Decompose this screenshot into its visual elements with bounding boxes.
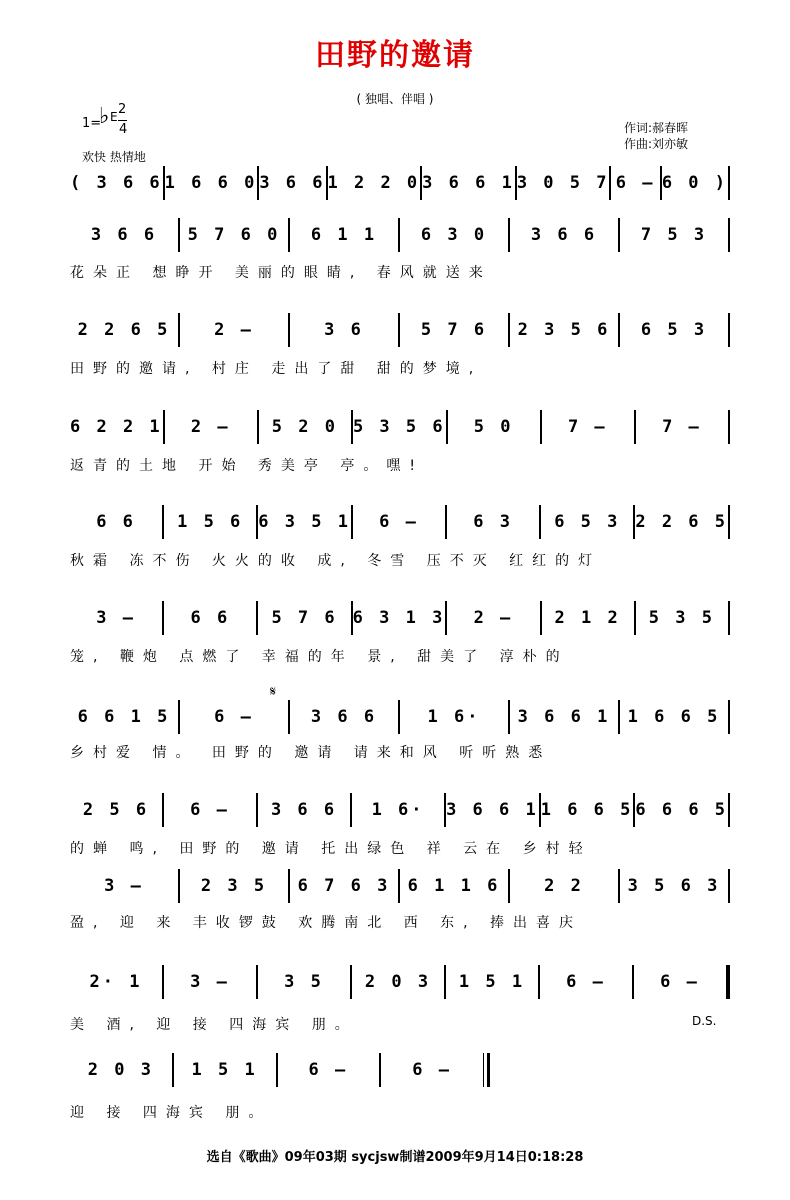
measure: 3 6 6 [530,225,598,245]
measure: 2 – [190,417,231,437]
key-letter: E [110,110,118,124]
score-row [70,407,730,447]
key-prefix: 1= [82,116,102,131]
segno-icon: 𝄋 [270,684,277,700]
measure: 6 3 1 3 [352,608,446,628]
measure: 1 6 6 0 [164,173,258,193]
measure: 3 0 5 7 [516,173,610,193]
measure-line [70,1050,490,1090]
measure: 6 – [615,173,656,193]
measure: 6 5 3 [554,512,621,532]
barline [728,410,730,444]
lyrics-line: 盈, 迎 来 丰收锣鼓 欢腾南北 西 东, 捧出喜庆 [70,915,583,931]
score-row [70,790,730,830]
measure: 2 0 3 [364,972,432,992]
measure-line [70,310,730,350]
measure: 6 7 6 3 [297,876,391,896]
barline [483,1053,490,1087]
measure: 6 – [660,972,700,992]
composer: 作曲:刘亦敏 [624,137,689,151]
measure: 3 6 6 1 [446,800,539,820]
score-row [70,962,730,1002]
measure: 3 5 6 3 [627,876,721,896]
measure-line [70,215,730,255]
measure: 6 – [190,800,230,820]
barline [728,218,730,252]
measure: 5 2 0 [271,417,338,437]
measure: 1 6 6 5 [540,800,634,820]
barline [728,505,730,539]
measure: 1 5 6 [177,512,244,532]
measure: 2 – [473,608,514,628]
lyrics-line: 美 酒, 迎 接 四海宾 朋。 [70,1017,358,1033]
measure: 2 2 6 5 [77,320,171,340]
measure: 6 3 [473,512,513,532]
measure: ( 3 6 6 [70,173,163,193]
lyrics-line: 乡村爱 情。 田野的 邀请 请来和风 听听熟悉 [70,745,552,761]
flat-icon: ♭ [99,104,110,129]
credits [624,120,688,152]
measure: 5 0 [473,417,514,437]
lyrics-line: 笼, 鞭炮 点燃了 幸福的年 景, 甜美了 淳朴的 [70,649,569,665]
measure: 5 3 5 [648,608,715,628]
measure: 1 2 2 0 [327,173,421,193]
measure: 3 – [190,972,230,992]
barline [728,313,730,347]
performance-note: ( 独唱、伴唱 ) [356,92,434,106]
measure: 3 6 6 [90,225,158,245]
measure: 2 2 6 5 [635,512,729,532]
measure: 3 – [96,608,136,628]
measure: 3 6 6 [270,800,338,820]
measure: 3 – [104,876,144,896]
barline [728,700,730,734]
measure-line [70,790,730,830]
measure: 3 6 6 [259,173,326,193]
measure-line [70,163,730,203]
dal-segno-mark: D.S. [692,1014,717,1028]
score-row [70,215,730,255]
lyrics-line: 迎 接 四海宾 朋。 [70,1105,272,1121]
measure: 1 6· [427,707,481,727]
score-row [70,502,730,542]
measure: 1 6· [371,800,425,820]
measure: 6 6 [96,512,136,532]
measure: 6 0 ) [661,173,728,193]
score-row [70,697,730,737]
lyrics-line: 秋霜 冻不伤 火火的收 成, 冬雪 压不灭 红红的灯 [70,553,602,569]
measure: 6 – [379,512,419,532]
measure: 3 6 [324,320,364,340]
measure: 2· 1 [89,972,143,992]
score-row [70,310,730,350]
measure: 1 5 1 [458,972,526,992]
measure: 6 5 3 [640,320,708,340]
measure: 6 – [308,1060,349,1080]
score-row [70,1050,490,1090]
measure-line [70,866,730,906]
lyrics-line: 田野的邀请, 村庄 走出了甜 甜的梦境, [70,361,483,377]
tempo-marking: 欢快 热情地 [82,150,146,164]
measure-line [70,407,730,447]
score-row [70,598,730,638]
measure: 5 7 6 [420,320,488,340]
measure: 2 5 6 [82,800,150,820]
barline [728,793,730,827]
measure-line [70,697,730,737]
measure: 2 0 3 [87,1060,154,1080]
measure: 5 7 6 [271,608,338,628]
measure-line [70,502,730,542]
measure: 3 6 6 [310,707,378,727]
measure-line [70,962,730,1002]
measure: 2 3 5 6 [517,320,611,340]
measure: 6 – [214,707,254,727]
measure: 3 6 6 1 [422,173,515,193]
measure: 6 6 6 5 [635,800,729,820]
measure: 6 3 5 1 [258,512,351,532]
measure: 2 – [214,320,254,340]
measure: 6 6 1 5 [77,707,171,727]
measure: 2 1 2 [554,608,621,628]
score-row [70,163,730,203]
measure: 1 6 6 5 [627,707,721,727]
measure: 6 1 1 [310,225,378,245]
score-row [70,866,730,906]
measure: 2 2 [544,876,584,896]
measure: 6 2 2 1 [70,417,163,437]
measure-line [70,598,730,638]
measure: 3 5 [284,972,324,992]
barline [728,601,730,635]
measure: 6 3 0 [420,225,488,245]
measure: 7 5 3 [640,225,708,245]
measure: 1 5 1 [191,1060,258,1080]
measure: 6 1 1 6 [407,876,501,896]
key-signature [82,104,142,144]
measure: 2 3 5 [200,876,268,896]
time-numerator: 2 [118,102,127,117]
lyrics-line: 的蝉 鸣, 田野的 邀请 托出绿色 祥 云在 乡村轻 [70,841,592,857]
measure: 6 – [566,972,606,992]
measure: 6 – [412,1060,452,1080]
source-footer: 选自《歌曲》09年03期 sycjsw制谱2009年9月14日0:18:28 [206,1150,584,1165]
time-denominator: 4 [119,122,128,137]
barline [728,166,730,200]
measure: 7 – [662,417,702,437]
measure: 5 7 6 0 [187,225,281,245]
measure: 3 6 6 1 [517,707,611,727]
song-title: 田野的邀请 [315,38,475,73]
lyricist: 作词:郝春晖 [624,121,689,135]
time-divider [118,120,127,121]
lyrics-line: 返青的土地 开始 秀美亭 亭。嘿! [70,458,424,474]
measure: 5 3 5 6 [352,417,446,437]
measure: 7 – [567,417,608,437]
measure: 6 6 [190,608,231,628]
barline [726,965,730,999]
barline [728,869,730,903]
lyrics-line: 花朵正 想睁开 美丽的眼睛, 春风就送来 [70,265,492,281]
